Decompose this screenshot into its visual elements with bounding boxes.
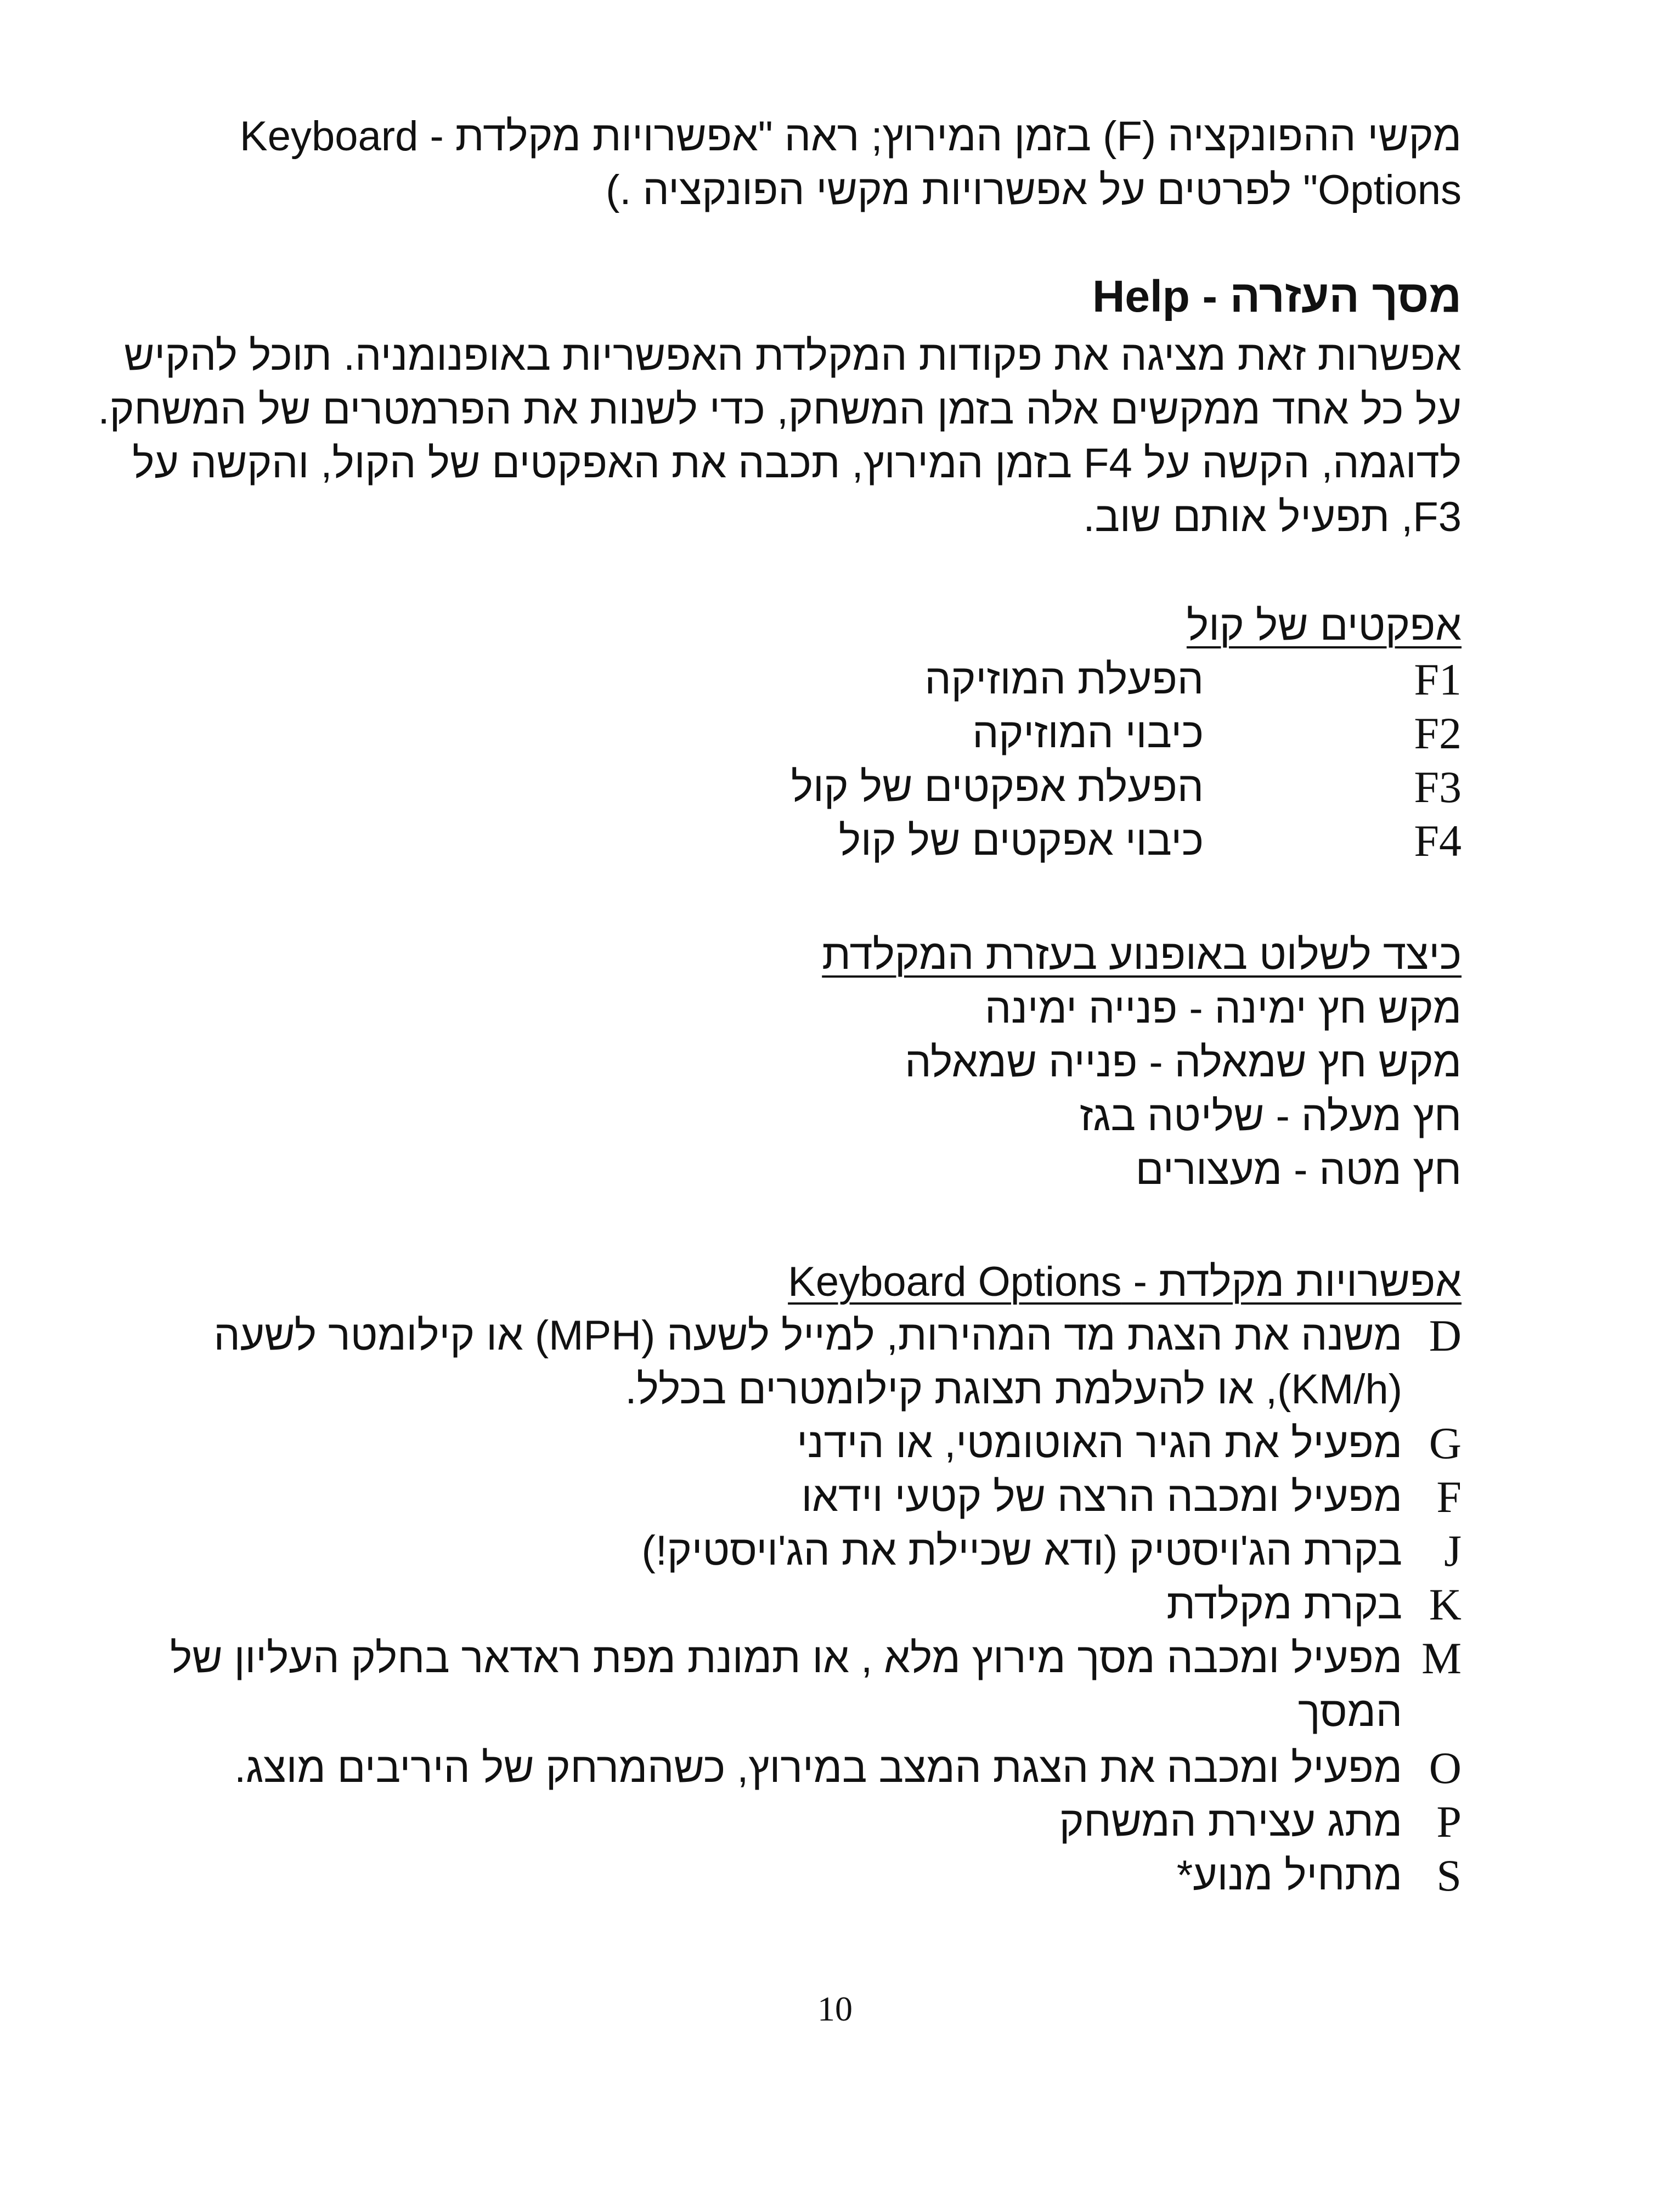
- option-key: J: [1444, 1526, 1462, 1576]
- help-paragraph-line-2: על כל אחד ממקשים אלה בזמן המשחק, כדי לשנות את הפרמטרים של המשחק.: [98, 386, 1462, 433]
- option-row-p: [165, 1795, 1462, 1849]
- option-row-s: [165, 1849, 1462, 1903]
- option-desc: בקרת מקלדת: [1166, 1581, 1402, 1628]
- sound-key: F2: [1414, 708, 1462, 758]
- help-paragraph-line-1: אפשרות זאת מציגה את פקודות המקלדת האפשריות באופנומניה. תוכל להקיש: [123, 332, 1462, 379]
- keyboard-options-heading: אפשרויות מקלדת - Keyboard Options: [788, 1259, 1462, 1305]
- option-desc: מפעיל ומכבה מסך מירוץ מלא , או תמונת מפת ראדאר בחלק העליון של: [170, 1635, 1402, 1681]
- option-row-d: [165, 1309, 1462, 1363]
- option-row-d-cont: [165, 1363, 1462, 1417]
- sound-desc: כיבוי המוזיקה: [972, 710, 1204, 757]
- option-row-f: [165, 1470, 1462, 1524]
- option-row-m-cont: [165, 1685, 1462, 1739]
- option-desc: מפעיל ומכבה הרצה של קטעי וידאו: [801, 1474, 1402, 1520]
- option-desc: המסך: [1297, 1689, 1402, 1735]
- option-row-j: [165, 1524, 1462, 1578]
- sound-row-f2: [165, 707, 1462, 760]
- sound-key: F3: [1414, 762, 1462, 812]
- option-key: S: [1436, 1850, 1462, 1900]
- option-desc: מתג עצירת המשחק: [1059, 1798, 1402, 1845]
- control-item: מקש חץ ימינה - פנייה ימינה: [985, 985, 1462, 1032]
- help-heading: מסך העזרה - Help: [1092, 272, 1462, 321]
- option-key: G: [1429, 1418, 1462, 1468]
- control-item: חץ מטה - מעצורים: [1135, 1147, 1462, 1193]
- sound-key: F4: [1414, 816, 1462, 866]
- page-number: 10: [817, 1989, 853, 2028]
- option-row-o: [165, 1741, 1462, 1795]
- sound-key: F1: [1414, 654, 1462, 704]
- intro-line-2: Options" לפרטים על אפשרויות מקשי הפונקציה .): [606, 167, 1462, 213]
- option-row-k: [165, 1578, 1462, 1632]
- control-item: מקש חץ שמאלה - פנייה שמאלה: [905, 1039, 1462, 1086]
- help-paragraph-line-4: F3, תפעיל אותם שוב.: [1083, 494, 1462, 540]
- sound-row-f3: [165, 760, 1462, 814]
- option-desc: מפעיל את הגיר האוטומטי, או הידני: [797, 1420, 1402, 1466]
- option-key: P: [1436, 1797, 1462, 1847]
- sound-desc: כיבוי אפקטים של קול: [838, 817, 1204, 864]
- option-key: K: [1429, 1579, 1462, 1629]
- sound-row-f4: [165, 814, 1462, 868]
- option-key: D: [1429, 1311, 1462, 1361]
- option-row-m: [165, 1632, 1462, 1685]
- control-item: חץ מעלה - שליטה בגז: [1079, 1093, 1462, 1139]
- sound-desc: הפעלת אפקטים של קול: [791, 764, 1204, 810]
- sound-row-f1: [165, 653, 1462, 707]
- option-desc: בקרת הג'ויסטיק (ודא שכיילת את הג'ויסטיק!): [641, 1527, 1402, 1574]
- option-key: M: [1421, 1633, 1462, 1683]
- option-desc: (KM/h), או להעלמת תצוגת קילומטרים בכלל.: [625, 1366, 1402, 1413]
- option-desc: משנה את הצגת מד המהירות, למייל לשעה (MPH) או קילומטר לשעה: [213, 1312, 1402, 1359]
- option-desc: מפעיל ומכבה את הצגת המצב במירוץ, כשהמרחק של היריבים מוצג.: [234, 1745, 1402, 1791]
- sound-effects-heading: אפקטים של קול: [1186, 602, 1462, 649]
- sound-desc: הפעלת המוזיקה: [924, 656, 1204, 703]
- help-paragraph-line-3: לדוגמה, הקשה על F4 בזמן המירוץ, תכבה את האפקטים של הקול, והקשה על: [132, 440, 1462, 487]
- keyboard-control-heading: כיצד לשלוט באופנוע בעזרת המקלדת: [822, 932, 1462, 978]
- option-desc: מתחיל מנוע*: [1176, 1852, 1402, 1899]
- intro-line-1: מקשי ההפונקציה (F) בזמן המירוץ; ראה "אפשרויות מקלדת - Keyboard: [240, 113, 1462, 160]
- option-key: F: [1436, 1472, 1462, 1522]
- option-key: O: [1429, 1743, 1462, 1793]
- option-row-g: [165, 1417, 1462, 1470]
